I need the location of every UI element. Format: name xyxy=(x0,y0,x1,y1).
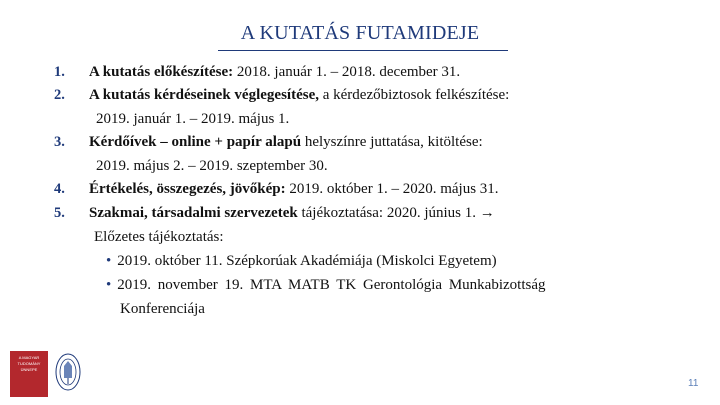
item-number-4: 4. xyxy=(54,181,65,197)
bullet-icon: • xyxy=(106,277,112,293)
slide-title: A KUTATÁS FUTAMIDEJE xyxy=(240,22,480,44)
item-5-text: tájékoztatása: 2020. június 1. → xyxy=(297,205,495,221)
sub-bullet-1 xyxy=(106,252,497,270)
item-3-continuation: 2019. május 2. – 2019. szeptember 30. xyxy=(96,158,328,174)
item-number-5: 5. xyxy=(54,205,65,221)
university-seal-icon xyxy=(55,352,81,392)
item-number-3: 3. xyxy=(54,134,65,150)
item-2-continuation: 2019. január 1. – 2019. május 1. xyxy=(96,111,290,127)
item-2-text: a kérdezőbiztosok felkészítése: xyxy=(318,87,510,103)
sub-bullet-2-text: 2019. november 19. MTA MATB TK Gerontológia Munkabizottság xyxy=(117,277,546,293)
bullet-icon: • xyxy=(106,253,112,269)
event-logo xyxy=(10,351,48,397)
item-1-heading: A kutatás előkészítése: xyxy=(89,64,234,80)
item-4-heading: Értékelés, összegezés, jövőkép: xyxy=(89,181,286,197)
item-3-text: helyszínre juttatása, kitöltése: xyxy=(301,134,483,150)
logo-text: A MAGYAR TUDOMÁNY ÜNNEPE xyxy=(17,355,41,372)
page-number: 11 xyxy=(688,378,699,389)
item-number-2: 2. xyxy=(54,87,65,103)
list-item-4 xyxy=(89,180,499,198)
item-2-heading: A kutatás kérdéseinek véglegesítése, xyxy=(89,87,319,103)
item-5-continuation: Előzetes tájékoztatás: xyxy=(94,229,224,245)
item-number-1: 1. xyxy=(54,64,65,80)
list-item-5 xyxy=(89,204,495,222)
item-4-text: 2019. október 1. – 2020. május 31. xyxy=(285,181,499,197)
list-item-2 xyxy=(89,86,509,104)
sub-bullet-2 xyxy=(106,276,546,294)
sub-bullet-1-text: 2019. október 11. Szépkorúak Akadémiája (Miskolci Egyetem) xyxy=(117,253,497,269)
item-1-text: 2018. január 1. – 2018. december 31. xyxy=(233,64,461,80)
list-item-3 xyxy=(89,133,483,151)
item-5-heading: Szakmai, társadalmi szervezetek xyxy=(89,205,298,221)
list-item-1 xyxy=(89,63,460,81)
item-3-heading: Kérdőívek – online + papír alapú xyxy=(89,134,302,150)
sub-bullet-2-continuation: Konferenciája xyxy=(120,301,205,317)
